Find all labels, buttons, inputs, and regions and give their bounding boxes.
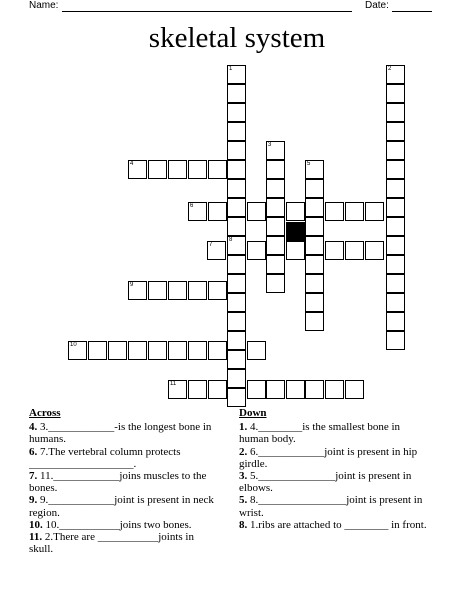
grid-cell[interactable] bbox=[227, 255, 246, 274]
grid-cell[interactable] bbox=[386, 217, 405, 236]
grid-cell[interactable] bbox=[266, 274, 285, 293]
grid-cell[interactable] bbox=[227, 198, 246, 217]
grid-cell[interactable] bbox=[227, 274, 246, 293]
grid-cell[interactable] bbox=[386, 103, 405, 122]
clue-number: 5. bbox=[239, 494, 248, 507]
grid-cell[interactable] bbox=[386, 198, 405, 217]
grid-cell[interactable] bbox=[266, 141, 285, 160]
grid-cell[interactable] bbox=[168, 380, 187, 399]
grid-cell[interactable] bbox=[386, 65, 405, 84]
grid-cell[interactable] bbox=[386, 179, 405, 198]
grid-cell[interactable] bbox=[247, 341, 266, 360]
grid-cell[interactable] bbox=[227, 122, 246, 141]
grid-cell[interactable] bbox=[305, 380, 324, 399]
grid-cell[interactable] bbox=[386, 160, 405, 179]
grid-cell[interactable] bbox=[188, 202, 207, 221]
grid-cell[interactable] bbox=[227, 312, 246, 331]
down-clue bbox=[239, 494, 429, 518]
grid-cell[interactable] bbox=[227, 141, 246, 160]
across-clue bbox=[29, 421, 219, 445]
grid-cell[interactable] bbox=[207, 241, 226, 260]
grid-cell[interactable] bbox=[227, 293, 246, 312]
grid-cell[interactable] bbox=[208, 202, 227, 221]
clue-number: 1. bbox=[239, 421, 248, 434]
grid-cell[interactable] bbox=[325, 202, 344, 221]
grid-cell[interactable] bbox=[227, 84, 246, 103]
grid-cell[interactable] bbox=[286, 202, 305, 221]
grid-cell[interactable] bbox=[108, 341, 127, 360]
across-clue bbox=[29, 531, 219, 555]
grid-cell[interactable] bbox=[227, 179, 246, 198]
grid-cell[interactable] bbox=[345, 241, 364, 260]
grid-cell[interactable] bbox=[305, 255, 324, 274]
clue-number: 10. bbox=[29, 518, 43, 531]
grid-cell[interactable] bbox=[227, 236, 246, 255]
grid-cell[interactable] bbox=[305, 179, 324, 198]
grid-cell[interactable] bbox=[365, 241, 384, 260]
clue-text: 8.________________joint is present in wrist. bbox=[239, 494, 423, 519]
grid-cell[interactable] bbox=[227, 350, 246, 369]
clue-text: 2.There are ___________joints in skull. bbox=[29, 531, 194, 556]
grid-cell[interactable] bbox=[286, 241, 305, 260]
grid-cell[interactable] bbox=[68, 341, 87, 360]
grid-cell[interactable] bbox=[168, 160, 187, 179]
grid-cell[interactable] bbox=[386, 312, 405, 331]
clue-number: 3. bbox=[239, 470, 248, 483]
clue-number: 3 bbox=[268, 142, 272, 148]
clue-number: 7. bbox=[29, 470, 38, 483]
across-clues bbox=[29, 407, 219, 555]
grid-cell[interactable] bbox=[266, 217, 285, 236]
grid-cell[interactable] bbox=[365, 202, 384, 221]
grid-cell[interactable] bbox=[266, 198, 285, 217]
grid-cell[interactable] bbox=[227, 160, 246, 179]
grid-cell[interactable] bbox=[188, 341, 207, 360]
down-clue bbox=[239, 470, 429, 494]
grid-cell[interactable] bbox=[386, 274, 405, 293]
grid-cell[interactable] bbox=[386, 122, 405, 141]
grid-cell[interactable] bbox=[247, 202, 266, 221]
clue-number: 4. bbox=[29, 421, 38, 434]
grid-cell[interactable] bbox=[305, 293, 324, 312]
grid-cell[interactable] bbox=[227, 103, 246, 122]
down-clue bbox=[239, 421, 429, 445]
grid-cell[interactable] bbox=[345, 202, 364, 221]
grid-cell[interactable] bbox=[266, 236, 285, 255]
grid-cell[interactable] bbox=[208, 341, 227, 360]
down-clues bbox=[239, 407, 429, 531]
grid-cell[interactable] bbox=[208, 160, 227, 179]
across-clue bbox=[29, 446, 219, 470]
clue-text: 7.The vertebral column protects ___________________. bbox=[29, 445, 181, 470]
grid-cell[interactable] bbox=[266, 160, 285, 179]
grid-cell[interactable] bbox=[305, 160, 324, 179]
grid-cell[interactable] bbox=[148, 160, 167, 179]
grid-cell[interactable] bbox=[345, 380, 364, 399]
clue-text: 5.______________joint is present in elbows. bbox=[239, 470, 412, 495]
grid-cell[interactable] bbox=[305, 198, 324, 217]
across-clue bbox=[29, 519, 219, 531]
date-label: Date: bbox=[365, 0, 389, 11]
clue-number: 2. bbox=[239, 445, 248, 458]
name-label: Name: bbox=[29, 0, 59, 11]
clue-number: 1 bbox=[229, 66, 233, 72]
clue-text: 6.____________joint is present in hip girdle. bbox=[239, 445, 418, 470]
grid-cell[interactable] bbox=[386, 293, 405, 312]
grid-cell[interactable] bbox=[188, 380, 207, 399]
grid-cell[interactable] bbox=[305, 236, 324, 255]
clue-number: 8. bbox=[239, 518, 248, 531]
grid-cell[interactable] bbox=[266, 255, 285, 274]
clue-number: 4 bbox=[130, 161, 134, 167]
grid-cell[interactable] bbox=[386, 141, 405, 160]
page-title: skeletal system bbox=[148, 22, 326, 54]
grid-cell[interactable] bbox=[168, 281, 187, 300]
grid-cell[interactable] bbox=[266, 380, 285, 399]
grid-cell[interactable] bbox=[148, 341, 167, 360]
grid-cell[interactable] bbox=[247, 380, 266, 399]
clue-number: 7 bbox=[209, 242, 213, 248]
grid-cell[interactable] bbox=[148, 281, 167, 300]
grid-cell[interactable] bbox=[305, 217, 324, 236]
clue-number: 9. bbox=[29, 494, 38, 507]
clue-text: 3.____________-is the longest bone in humans. bbox=[29, 421, 212, 446]
down-clue bbox=[239, 446, 429, 470]
clue-text: 4.________is the smallest bone in human body. bbox=[239, 421, 401, 446]
clue-number: 9 bbox=[130, 282, 134, 288]
grid-cell[interactable] bbox=[227, 331, 246, 350]
grid-cell[interactable] bbox=[188, 281, 207, 300]
clue-text: 1.ribs are attached to ________ in front. bbox=[247, 518, 427, 531]
grid-cell[interactable] bbox=[227, 217, 246, 236]
across-clue bbox=[29, 494, 219, 518]
grid-cell[interactable] bbox=[386, 236, 405, 255]
across-heading: Across bbox=[29, 407, 61, 419]
clue-number: 5 bbox=[307, 161, 311, 167]
grid-cell[interactable] bbox=[386, 84, 405, 103]
grid-cell[interactable] bbox=[286, 380, 305, 399]
grid-cell[interactable] bbox=[266, 179, 285, 198]
clue-number: 6. bbox=[29, 445, 38, 458]
clue-number: 6 bbox=[190, 203, 194, 209]
grid-cell[interactable] bbox=[325, 380, 344, 399]
clue-number: 2 bbox=[388, 66, 392, 72]
clue-text: 11.____________joins muscles to the bones. bbox=[29, 470, 207, 495]
across-clue bbox=[29, 470, 219, 494]
clue-number: 8 bbox=[229, 237, 233, 243]
grid-cell[interactable] bbox=[208, 380, 227, 399]
down-clue bbox=[239, 519, 429, 531]
down-heading: Down bbox=[239, 407, 267, 419]
grid-cell[interactable] bbox=[128, 341, 147, 360]
grid-cell[interactable] bbox=[305, 312, 324, 331]
grid-cell[interactable] bbox=[325, 241, 344, 260]
grid-cell[interactable] bbox=[247, 241, 266, 260]
grid-cell[interactable] bbox=[88, 341, 107, 360]
grid-cell[interactable] bbox=[227, 65, 246, 84]
grid-cell[interactable] bbox=[305, 274, 324, 293]
grid-cell[interactable] bbox=[227, 369, 246, 388]
clue-number: 11. bbox=[29, 531, 43, 544]
grid-cell[interactable] bbox=[188, 160, 207, 179]
grid-cell[interactable] bbox=[386, 255, 405, 274]
grid-cell[interactable] bbox=[128, 281, 147, 300]
grid-cell[interactable] bbox=[386, 331, 405, 350]
clue-text: 10.___________joins two bones. bbox=[42, 518, 192, 531]
clue-number: 10 bbox=[70, 342, 77, 348]
grid-cell[interactable] bbox=[128, 160, 147, 179]
clue-number: 11 bbox=[170, 381, 177, 387]
grid-cell[interactable] bbox=[168, 341, 187, 360]
grid-cell[interactable] bbox=[227, 388, 246, 407]
black-cell bbox=[286, 222, 305, 241]
grid-cell[interactable] bbox=[208, 281, 227, 300]
clue-text: 9.____________joint is present in neck region. bbox=[29, 494, 214, 519]
